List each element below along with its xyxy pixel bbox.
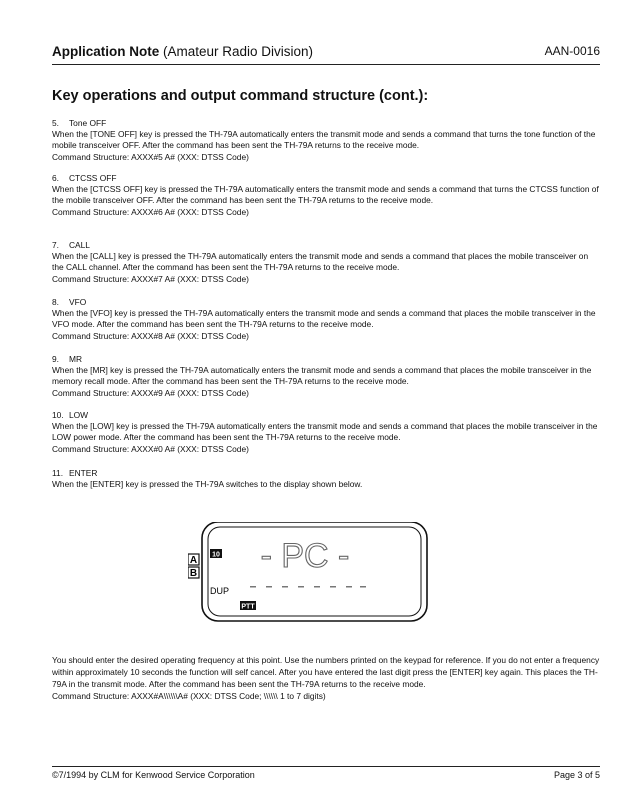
lcd-dup-label: DUP (210, 586, 230, 596)
enter-command: Command Structure: AXXX#A\\\\\\A# (XXX: DTSS Code; \\\\\\ 1 to 7 digits) (52, 691, 326, 701)
enter-paragraph: You should enter the desired operating frequency at this point. Use the numbers printed on the keypad for reference. If you do not enter a frequency within approximately 10 seconds the function will self cancel. After you have entered the last digit press the [ENTER] key again. This places the TH-79A in the transmit mode. After the command has been sent the TH-79A returns to the receive mode. (52, 655, 600, 689)
item-name: MR (69, 354, 83, 364)
item-number: 6. (52, 173, 59, 183)
item-heading (52, 173, 600, 184)
item-command: Command Structure: AXXX#8 A# (XXX: DTSS Code) (52, 330, 249, 341)
item-command: Command Structure: AXXX#6 A# (XXX: DTSS Code) (52, 206, 249, 217)
item-enter (52, 468, 600, 490)
item-call (52, 240, 600, 285)
item-name: CTCSS OFF (69, 173, 117, 183)
item-heading (52, 410, 600, 421)
item-vfo (52, 297, 600, 342)
item-description: When the [MR] key is pressed the TH-79A automatically enters the transmit mode and sends a command that places the mobile transceiver in the memory recall mode. After the command has been sent the TH-79A returns to the receive mode. (52, 365, 592, 387)
item-command: Command Structure: AXXX#5 A# (XXX: DTSS Code) (52, 151, 249, 162)
item-number: 10. (52, 410, 64, 420)
item-number: 8. (52, 297, 59, 307)
item-tone-off (52, 118, 600, 163)
lcd-segment (282, 586, 288, 588)
header-divider (52, 64, 600, 65)
section-title: Key operations and output command structure (cont.): (52, 88, 429, 104)
item-number: 11. (52, 468, 64, 478)
lcd-segment-marks (250, 586, 366, 588)
item-command: Command Structure: AXXX#7 A# (XXX: DTSS Code) (52, 273, 249, 284)
enter-instructions (52, 654, 600, 702)
lcd-segment (250, 586, 256, 588)
lcd-segment (298, 586, 304, 588)
item-ctcss-off (52, 173, 600, 218)
item-command: Command Structure: AXXX#9 A# (XXX: DTSS Code) (52, 387, 249, 398)
item-number: 9. (52, 354, 59, 364)
lcd-display-diagram (188, 522, 428, 622)
item-mr (52, 354, 600, 399)
item-description: When the [TONE OFF] key is pressed the TH-79A automatically enters the transmit mode and sends a command that turns the tone function of the mobile transceiver OFF. After the command has been sent the TH-79A returns to the receive mode. (52, 129, 596, 151)
header-title-rest: (Amateur Radio Division) (159, 44, 314, 59)
item-name: ENTER (69, 468, 98, 478)
item-number: 5. (52, 118, 59, 128)
lcd-main-readout: - PC - (260, 537, 350, 575)
footer-divider (52, 766, 600, 767)
lcd-top-icon-label: 10 (212, 551, 220, 559)
item-description: When the [ENTER] key is pressed the TH-79A switches to the display shown below. (52, 479, 363, 490)
item-description: When the [LOW] key is pressed the TH-79A automatically enters the transmit mode and sends a command that places the mobile transceiver in the LOW power mode. After the command has been sent the TH-79A returns to the receive mode. (52, 421, 598, 443)
item-description: When the [CALL] key is pressed the TH-79A automatically enters the transmit mode and sends a command that places the mobile transceiver on the CALL channel. After the command has been sent the TH-79A returns to the receive mode. (52, 251, 589, 273)
document-code: AAN-0016 (544, 44, 600, 58)
lcd-segment (346, 586, 352, 588)
footer-page-number: Page 3 of 5 (553, 770, 600, 780)
item-description: When the [CTCSS OFF] key is pressed the TH-79A automatically enters the transmit mode and sends a command that turns the CTCSS function of the mobile transceiver OFF. After the command has been sent the TH-79A returns to the receive mode. (52, 184, 599, 206)
lcd-segment (314, 586, 320, 588)
band-b-label: B (189, 568, 198, 579)
item-command: Command Structure: AXXX#0 A# (XXX: DTSS Code) (52, 443, 249, 454)
item-heading (52, 468, 600, 479)
item-low (52, 410, 600, 455)
lcd-segment (360, 586, 366, 588)
item-name: LOW (69, 410, 89, 420)
lcd-ptt-label: PTT (241, 603, 255, 611)
item-description: When the [VFO] key is pressed the TH-79A automatically enters the transmit mode and sends a command that places the mobile transceiver in the VFO mode. After the command has been sent the TH-79A returns to the receive mode. (52, 308, 596, 330)
item-name: CALL (69, 240, 90, 250)
band-a-label: A (189, 555, 198, 566)
item-name: Tone OFF (69, 118, 107, 128)
item-number: 7. (52, 240, 59, 250)
page-header (52, 44, 600, 64)
item-name: VFO (69, 297, 87, 307)
item-heading (52, 118, 600, 129)
item-heading (52, 240, 600, 251)
item-heading (52, 297, 600, 308)
header-title-bold: Application Note (52, 44, 160, 59)
item-heading (52, 354, 600, 365)
header-title (52, 44, 313, 59)
lcd-segment (266, 586, 272, 588)
footer-copyright: ©7/1994 by CLM for Kenwood Service Corporation (52, 770, 255, 780)
lcd-segment (330, 586, 336, 588)
